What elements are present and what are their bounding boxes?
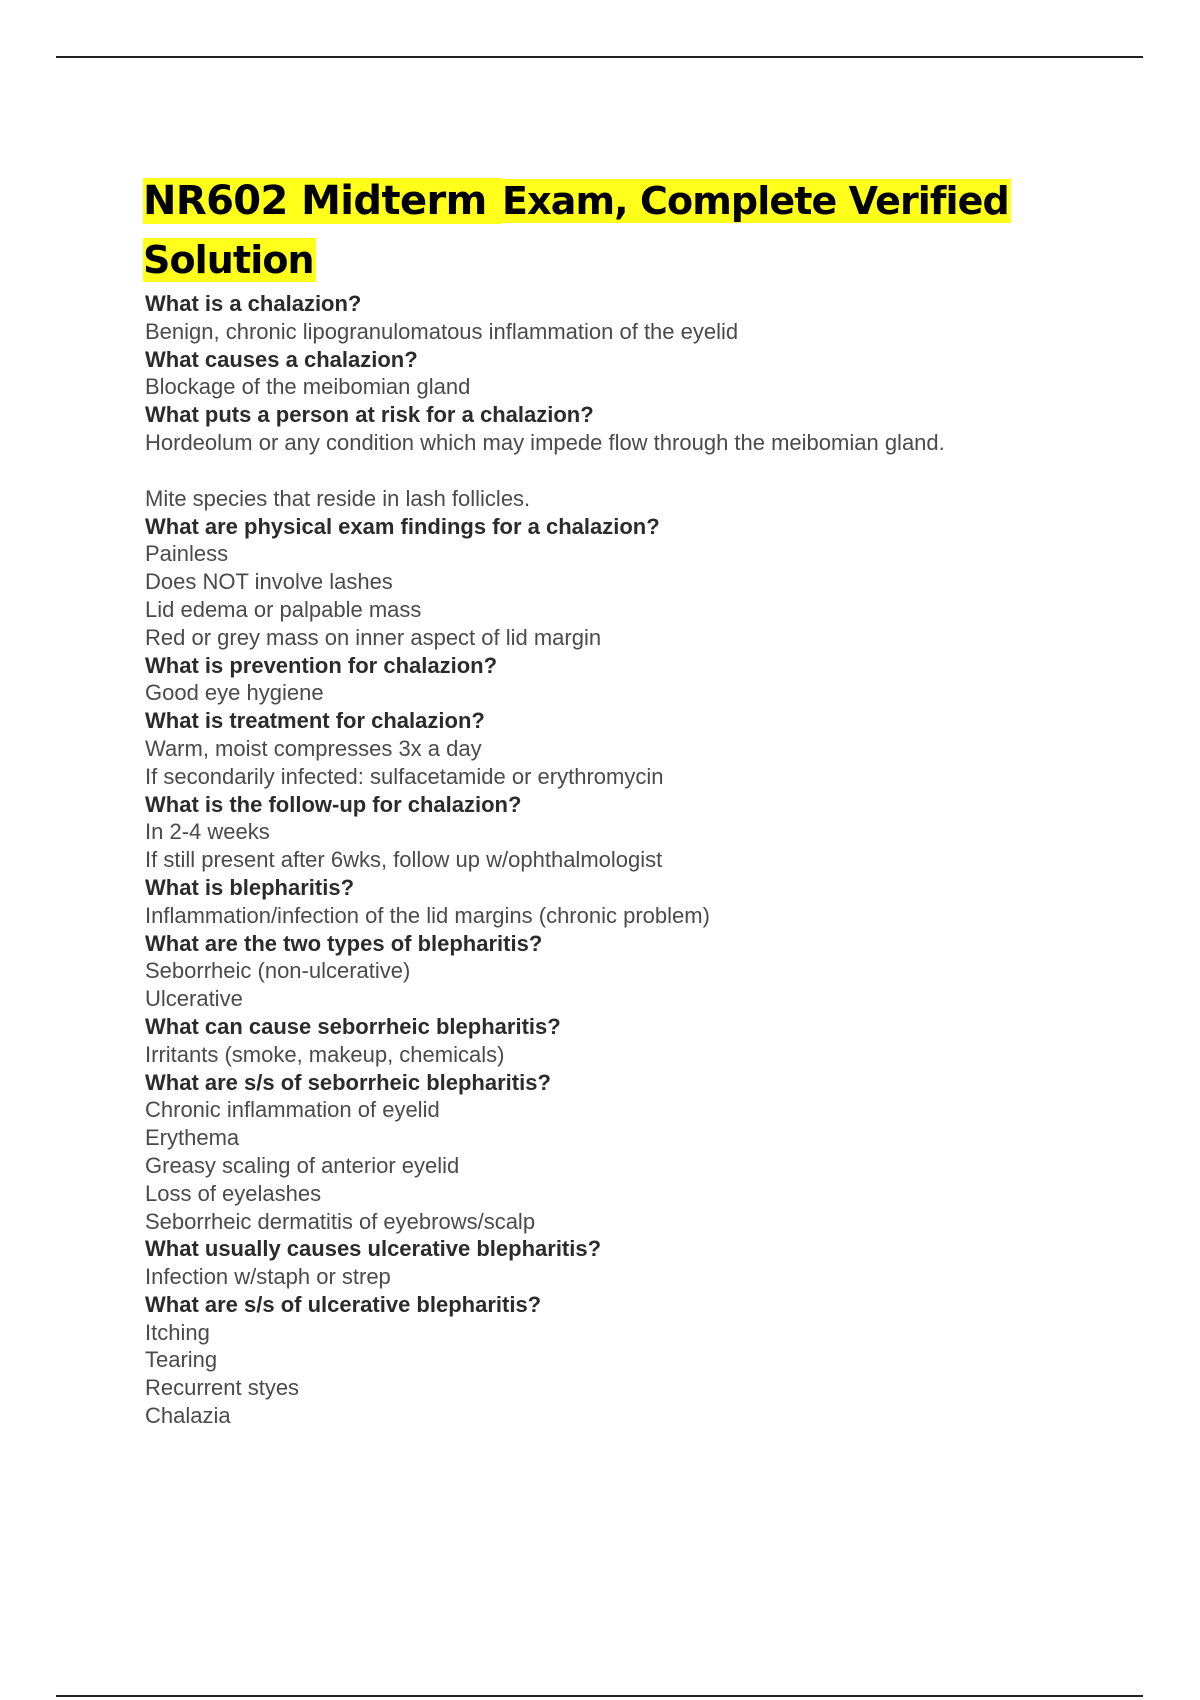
question-line: What causes a chalazion? [145,346,418,372]
question-line: What is prevention for chalazion? [145,652,498,678]
question-line: What usually causes ulcerative blepharitis? [145,1236,602,1262]
answer-line: Erythema [145,1125,240,1151]
answer-line: Chronic inflammation of eyelid [145,1097,440,1123]
question-line: What are physical exam findings for a chalazion? [145,513,660,539]
answer-line: Irritants (smoke, makeup, chemicals) [145,1041,505,1067]
paragraph-gap [145,457,1095,485]
answer-line: Chalazia [145,1403,231,1429]
answer-line: Hordeolum or any condition which may impede flow through the meibomian gland. [145,429,945,455]
answer-line: Does NOT involve lashes [145,569,393,595]
answer-line: Benign, chronic lipogranulomatous inflammation of the eyelid [145,318,739,344]
answer-line: Red or grey mass on inner aspect of lid margin [145,624,602,650]
document-title [143,172,1043,290]
answer-line: Lid edema or palpable mass [145,596,422,622]
question-line: What is the follow-up for chalazion? [145,791,522,817]
answer-line: Good eye hygiene [145,680,324,706]
title-part-exam: Exam, Complete Verified [502,179,1009,223]
question-line: What is a chalazion? [145,291,362,316]
answer-line: Mite species that reside in lash follicles. [145,485,531,511]
header-rule [56,56,1143,58]
qa-content [145,290,1095,1430]
question-line: What puts a person at risk for a chalazion? [145,402,594,428]
question-line: What are s/s of ulcerative blepharitis? [145,1291,542,1317]
answer-line: Inflammation/infection of the lid margins (chronic problem) [145,902,710,928]
title-part-solution: Solution [143,238,314,282]
answer-line: Tearing [145,1347,218,1373]
answer-line: Seborrheic dermatitis of eyebrows/scalp [145,1208,536,1234]
question-line: What are the two types of blepharitis? [145,930,543,956]
answer-line: Greasy scaling of anterior eyelid [145,1152,460,1178]
answer-line: If secondarily infected: sulfacetamide or erythromycin [145,763,664,789]
answer-line: Itching [145,1319,210,1345]
answer-line: Seborrheic (non-ulcerative) [145,958,411,984]
question-line: What is treatment for chalazion? [145,708,485,734]
answer-line: Infection w/staph or strep [145,1264,391,1290]
question-line: What can cause seborrheic blepharitis? [145,1013,561,1039]
answer-line: Loss of eyelashes [145,1180,322,1206]
answer-line: Ulcerative [145,986,243,1012]
answer-line: If still present after 6wks, follow up w/ophthalmologist [145,847,663,873]
footer-rule [56,1695,1143,1697]
title-part-course: NR602 Midterm [143,178,501,224]
question-line: What is blepharitis? [145,874,355,900]
answer-line: Blockage of the meibomian gland [145,374,471,400]
answer-line: Warm, moist compresses 3x a day [145,735,482,761]
answer-line: In 2-4 weeks [145,819,270,845]
answer-line: Recurrent styes [145,1375,300,1401]
question-line: What are s/s of seborrheic blepharitis? [145,1069,551,1095]
answer-line: Painless [145,541,229,567]
